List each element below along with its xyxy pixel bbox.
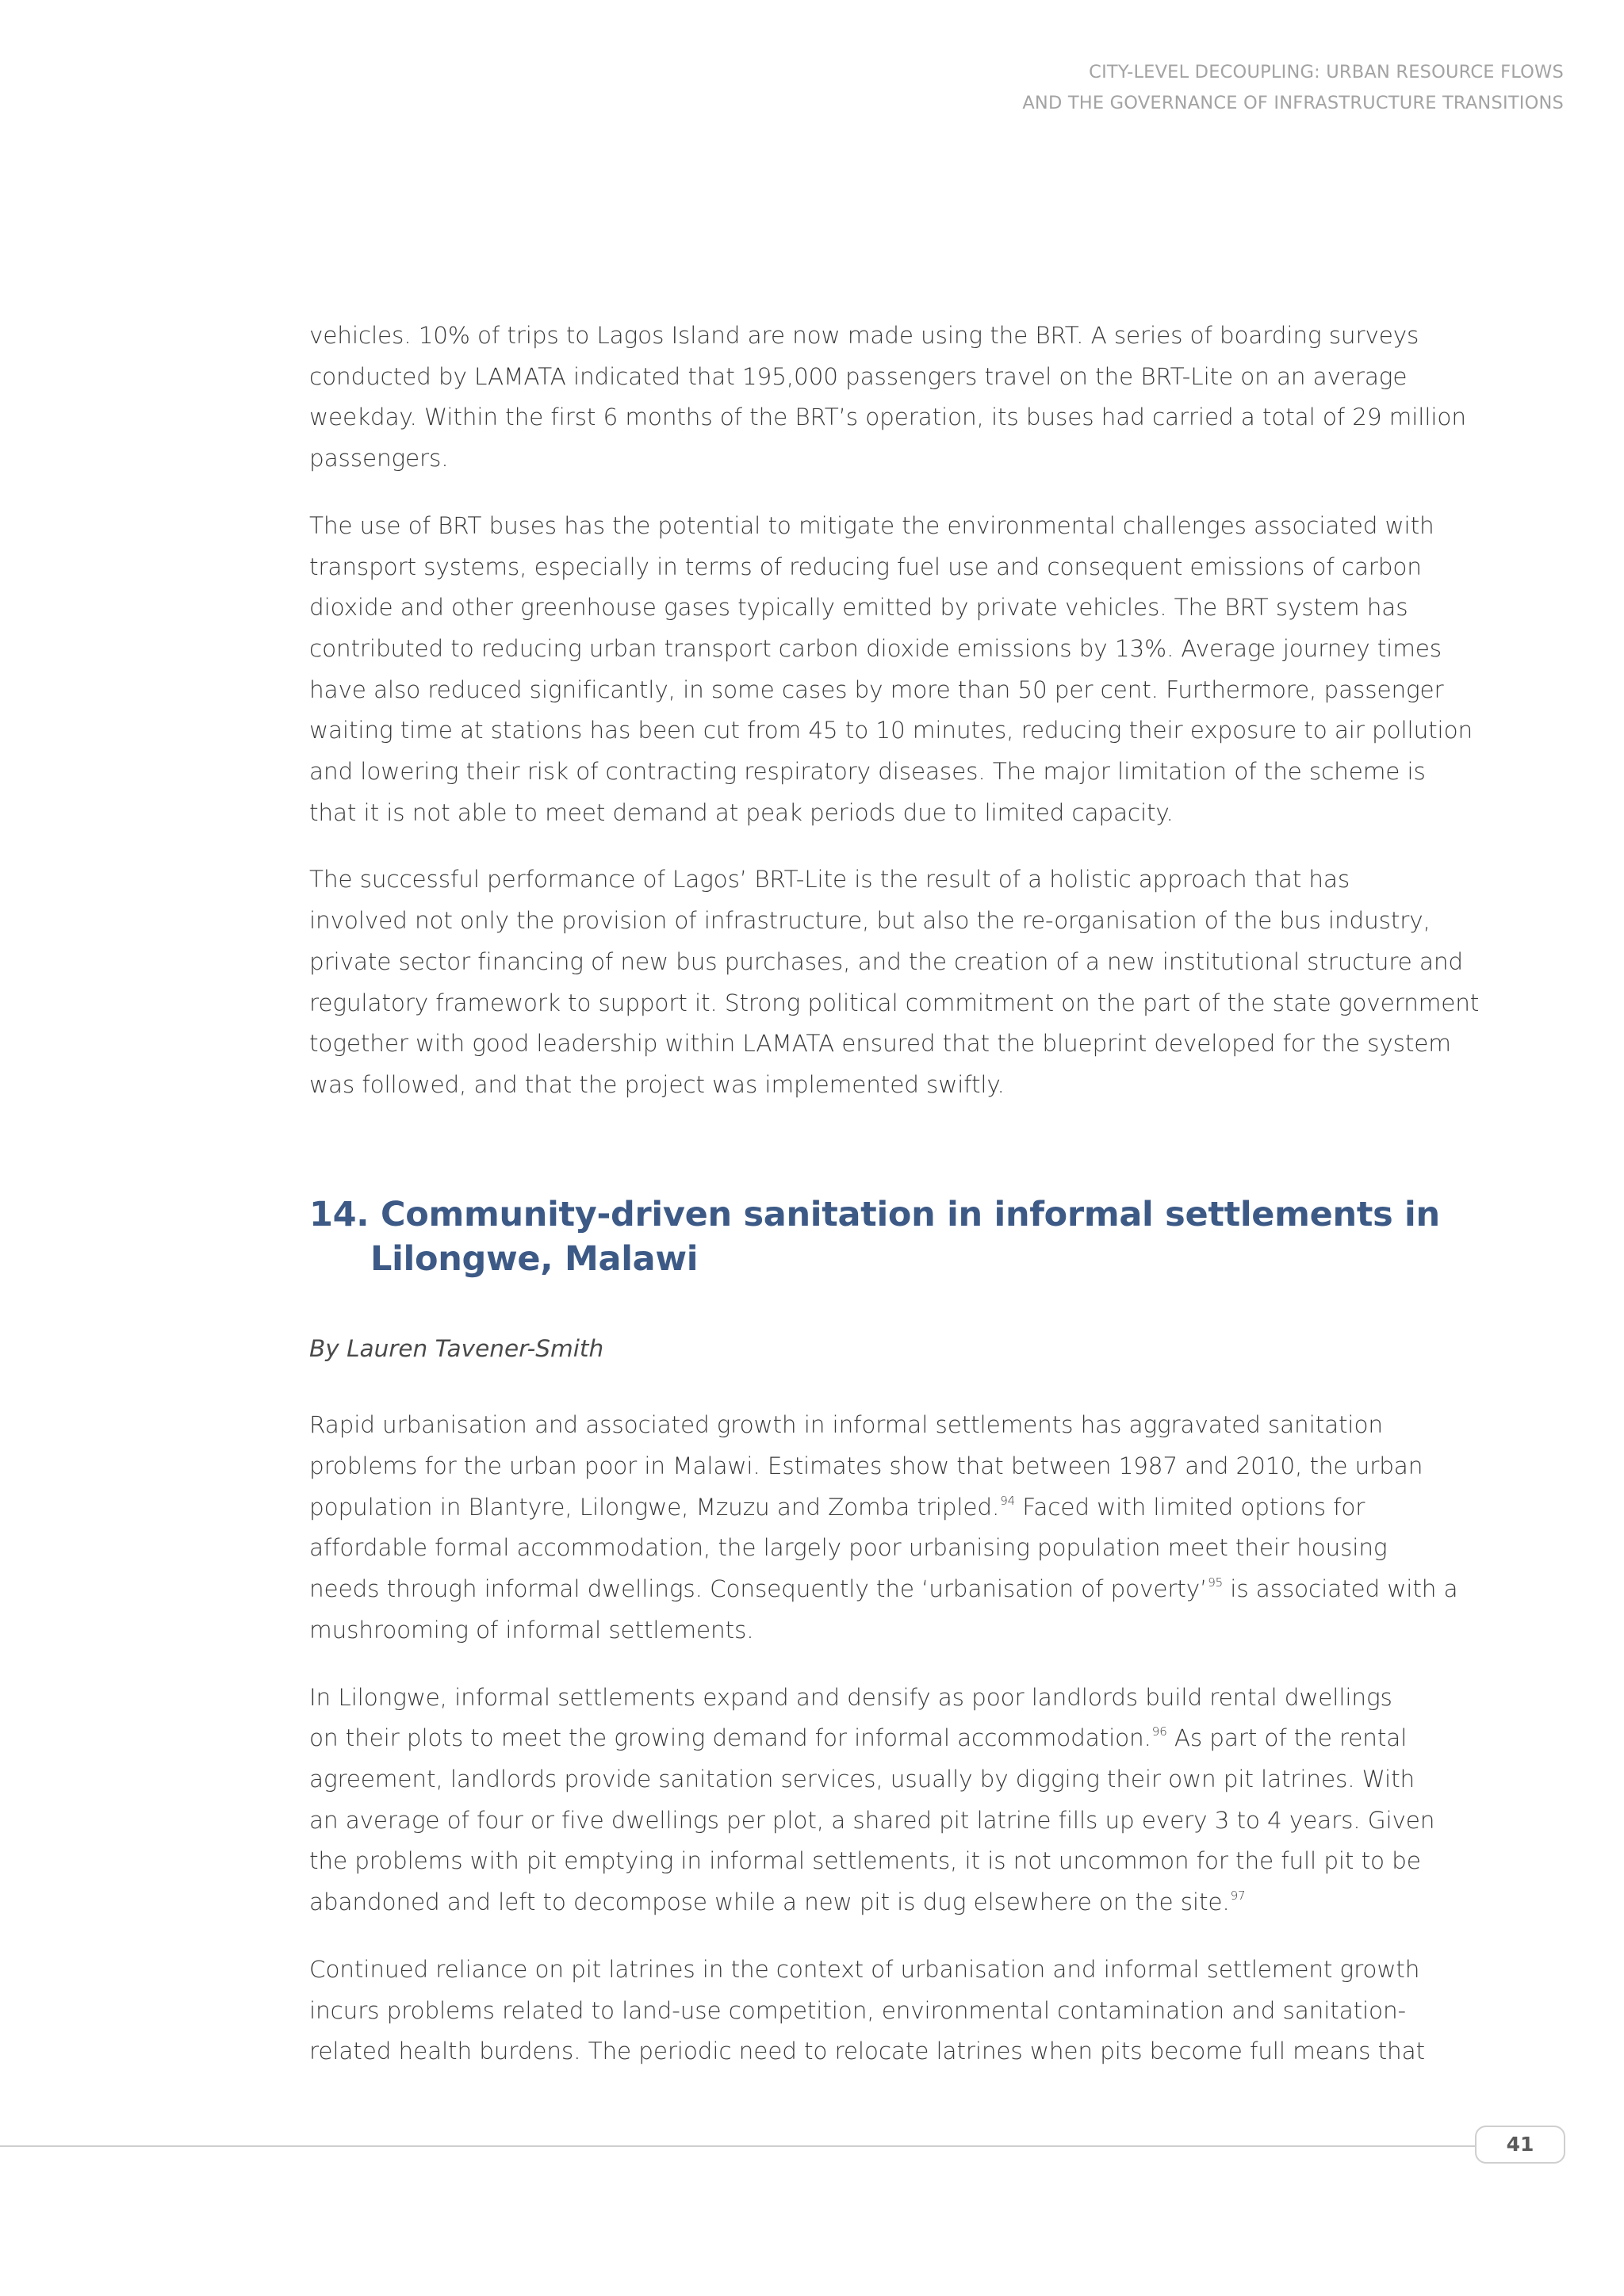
text-line: and lowering their risk of contracting respiratory diseases. The major limitation of the scheme is [309,758,1426,786]
paragraph-urbanisation [309,1405,1458,1651]
text-fragment: Faced with limited options for [1015,1493,1365,1521]
text-line: have also reduced significantly, in some cases by more than 50 per cent. Furthermore, passenger [309,675,1444,703]
footnote-ref-95: 95 [1208,1575,1224,1590]
text-fragment: needs through informal dwellings. Consequently the ‘urbanisation of poverty’ [309,1575,1208,1603]
text-line [309,1487,1451,1529]
text-line: mushrooming of informal settlements. [309,1616,754,1644]
author-byline: By Lauren Tavener-Smith [309,1334,604,1362]
text-line: was followed, and that the project was implemented swiftly. [309,1070,1005,1098]
text-line: involved not only the provision of infrastructure, but also the re-organisation of the bus industry, [309,907,1431,935]
text-fragment: As part of the rental [1166,1724,1408,1752]
text-line [309,1882,1451,1923]
text-line: affordable formal accommodation, the largely poor urbanising population meet their housing [309,1534,1388,1562]
text-line: weekday. Within the first 6 months of the BRT’s operation, its buses had carried a total of 29 million [309,404,1466,431]
text-line: vehicles. 10% of trips to Lagos Island are now made using the BRT. A series of boarding surveys [309,322,1419,349]
text-line: problems for the urban poor in Malawi. Estimates show that between 1987 and 2010, the urban [309,1452,1423,1480]
section-heading [309,1192,1451,1281]
text-line: dioxide and other greenhouse gases typically emitted by private vehicles. The BRT system has [309,594,1408,622]
text-line: In Lilongwe, informal settlements expand and densify as poor landlords build rental dwellings [309,1683,1392,1711]
text-fragment: is associated with a [1223,1575,1458,1603]
text-line: Continued reliance on pit latrines in the context of urbanisation and informal settlement growth [309,1955,1420,1983]
footnote-ref-96: 96 [1151,1724,1167,1739]
text-line: The successful performance of Lagos’ BRT-Lite is the result of a holistic approach that has [309,866,1350,894]
text-line [309,1718,1451,1759]
text-line: private sector financing of new bus purchases, and the creation of a new institutional structure and [309,947,1463,975]
text-line: regulatory framework to support it. Strong political commitment on the part of the state government [309,989,1480,1016]
text-line: incurs problems related to land-use competition, environmental contamination and sanitation- [309,1996,1406,2024]
text-line: the problems with pit emptying in informal settlements, it is not uncommon for the full pit to be [309,1847,1421,1875]
main-content [309,316,1480,2099]
paragraph-pit-reliance [309,1950,1451,2072]
section-heading-line-1: 14. Community-driven sanitation in informal settlements in [309,1194,1440,1234]
footnote-ref-94: 94 [1000,1493,1016,1508]
paragraph-brt-success [309,859,1480,1105]
text-line: Rapid urbanisation and associated growth in informal settlements has aggravated sanitation [309,1411,1383,1439]
footnote-ref-97: 97 [1230,1888,1246,1904]
text-line [309,1569,1458,1610]
text-line: conducted by LAMATA indicated that 195,000 passengers travel on the BRT-Lite on an average [309,362,1408,390]
text-line: that it is not able to meet demand at peak periods due to limited capacity. [309,798,1174,826]
text-line: transport systems, especially in terms of reducing fuel use and consequent emissions of carbon [309,553,1422,580]
text-line: together with good leadership within LAMATA ensured that the blueprint developed for the system [309,1030,1451,1058]
text-line: passengers. [309,445,449,473]
page-number: 41 [1475,2126,1565,2164]
footer-rule [0,2145,1477,2147]
paragraph-lilongwe-latrines [309,1678,1451,1923]
paragraph-brt-environment [309,506,1473,834]
text-line: contributed to reducing urban transport carbon dioxide emissions by 13%. Average journey times [309,634,1442,662]
text-line: waiting time at stations has been cut from 45 to 10 minutes, reducing their exposure to air pollution [309,717,1473,744]
text-fragment: on their plots to meet the growing demand for informal accommodation. [309,1724,1151,1752]
text-fragment: abandoned and left to decompose while a new pit is dug elsewhere on the site. [309,1888,1230,1916]
running-header-line-1: CITY-LEVEL DECOUPLING: URBAN RESOURCE FLOWS [1089,62,1564,82]
text-line: agreement, landlords provide sanitation services, usually by digging their own pit latrines. With [309,1765,1415,1793]
text-line: The use of BRT buses has the potential to mitigate the environmental challenges associated with [309,511,1434,539]
section-heading-line-2: Lilongwe, Malawi [370,1238,699,1279]
running-header [771,57,1564,119]
text-line: an average of four or five dwellings per plot, a shared pit latrine fills up every 3 to 4 years. Given [309,1806,1435,1834]
text-line: related health burdens. The periodic need to relocate latrines when pits become full means that [309,2038,1425,2065]
text-fragment: population in Blantyre, Lilongwe, Mzuzu and Zomba tripled. [309,1493,1000,1521]
paragraph-brt-ridership [309,316,1466,480]
running-header-line-2: AND THE GOVERNANCE OF INFRASTRUCTURE TRANSITIONS [1022,93,1564,113]
